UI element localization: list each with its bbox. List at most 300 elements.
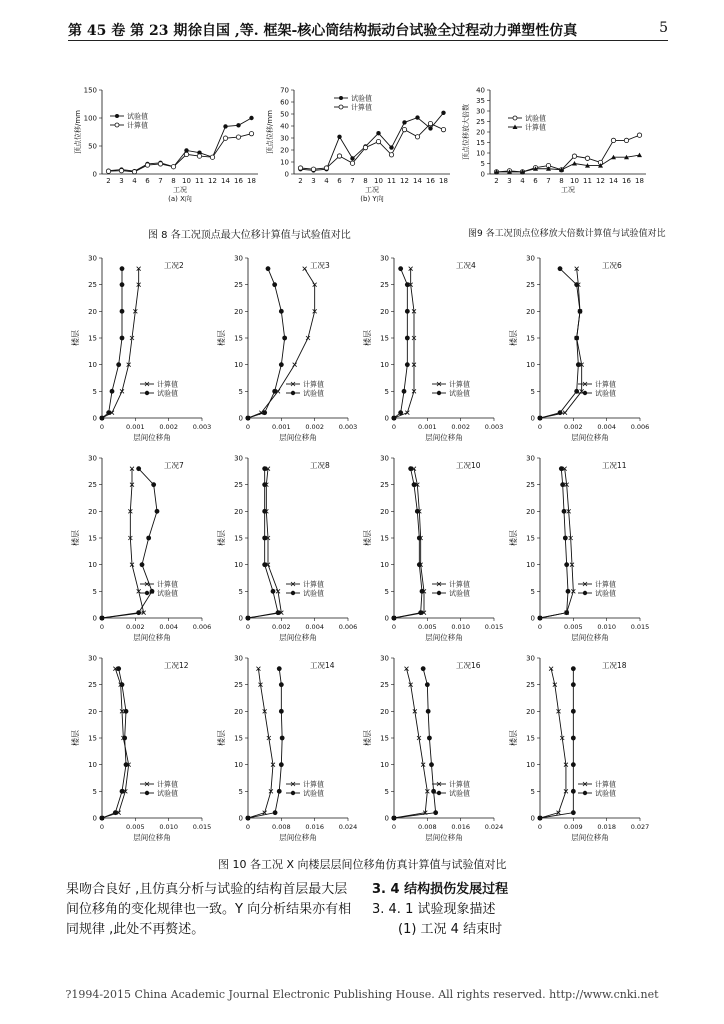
- x-tick-label: 0.024: [338, 823, 358, 831]
- x-axis-label: 层间位移角: [133, 833, 171, 842]
- legend-marker: [339, 96, 343, 100]
- x-tick-label: 0.002: [451, 423, 470, 431]
- legend-marker: [583, 791, 587, 795]
- data-point: [298, 166, 302, 170]
- x-axis-label: 工况: [173, 186, 187, 194]
- test-series-line: [394, 669, 436, 818]
- x-tick-label: 8: [171, 177, 176, 185]
- x-tick-label: 16: [234, 177, 243, 185]
- y-tick-label: 0: [92, 414, 97, 423]
- x-tick-label: 4: [132, 177, 137, 185]
- legend-label: 试验值: [157, 389, 178, 398]
- legend-label: 计算值: [449, 580, 470, 589]
- y-tick-label: 30: [234, 454, 243, 463]
- legend-label: 计算值: [449, 380, 470, 389]
- data-point: [572, 161, 577, 166]
- profile-panel: [70, 655, 211, 843]
- test-point: [120, 309, 125, 314]
- data-point: [611, 138, 615, 142]
- case-label: 工况10: [456, 461, 481, 470]
- y-tick-label: 50: [280, 110, 289, 119]
- test-point: [425, 682, 430, 687]
- test-point: [280, 736, 285, 741]
- header-title: 徐自国 ,等. 框架-核心筒结构振动台试验全过程动力弹塑性仿真: [188, 23, 578, 39]
- y-tick-label: 15: [234, 734, 243, 743]
- y-tick-label: 30: [234, 654, 243, 663]
- x-tick-label: 0.006: [630, 423, 650, 431]
- profile-panel: [362, 655, 503, 843]
- test-point: [120, 682, 125, 687]
- x-tick-label: 18: [635, 177, 644, 185]
- test-point: [578, 309, 583, 314]
- test-point: [136, 466, 141, 471]
- page-number: 5: [659, 20, 668, 36]
- legend-marker: [513, 116, 517, 120]
- x-tick-label: 0.003: [192, 423, 212, 431]
- test-point: [392, 816, 397, 821]
- test-point: [538, 416, 543, 421]
- y-tick-label: 60: [280, 98, 289, 107]
- legend-label: 试验值: [449, 389, 470, 398]
- y-tick-label: 0: [238, 414, 243, 423]
- test-point: [405, 362, 410, 367]
- y-tick-label: 70: [280, 86, 289, 95]
- y-tick-label: 5: [384, 587, 389, 596]
- x-tick-label: 0.001: [126, 423, 145, 431]
- y-tick-label: 0: [238, 814, 243, 823]
- case-label: 工况11: [602, 461, 627, 470]
- legend-label: 计算值: [525, 123, 546, 132]
- test-point: [146, 536, 151, 541]
- test-point: [427, 736, 432, 741]
- test-point: [571, 789, 576, 794]
- x-tick-label: 16: [622, 177, 631, 185]
- calc-series-line: [102, 269, 139, 418]
- data-point: [441, 127, 445, 131]
- legend-marker: [583, 591, 587, 595]
- calc-series-line: [540, 469, 573, 618]
- y-tick-label: 30: [526, 654, 535, 663]
- y-tick-label: 5: [530, 387, 535, 396]
- x-tick-label: 0.005: [418, 623, 437, 631]
- y-tick-label: 20: [380, 307, 389, 316]
- y-axis-label: 顶点位移放大倍数: [462, 104, 470, 160]
- profile-panel: [70, 455, 211, 643]
- legend-label: 计算值: [157, 380, 178, 389]
- calc-series-line: [394, 269, 414, 418]
- x-tick-label: 12: [208, 177, 217, 185]
- figure-8a-chart: [66, 84, 270, 214]
- profile-panel: [70, 255, 211, 443]
- calc-series-line: [102, 469, 144, 618]
- y-tick-label: 30: [476, 107, 485, 116]
- data-point: [415, 135, 419, 139]
- y-tick-label: 15: [380, 334, 389, 343]
- y-tick-label: 10: [380, 361, 389, 370]
- x-tick-label: 11: [387, 177, 396, 185]
- section-heading: 3. 4 结构损伤发展过程: [372, 882, 509, 897]
- y-tick-label: 0: [384, 414, 389, 423]
- x-tick-label: 0.002: [126, 623, 145, 631]
- test-point: [538, 816, 543, 821]
- test-point: [571, 810, 576, 815]
- subfigure-label: (b) Y向: [360, 195, 384, 203]
- case-label: 工况14: [310, 661, 335, 670]
- profile-panel: [216, 655, 357, 843]
- profile-panel: [508, 455, 649, 643]
- figure-9-chart: [460, 84, 660, 214]
- test-point: [571, 666, 576, 671]
- case-label: 工况4: [456, 261, 476, 270]
- y-tick-label: 5: [480, 160, 485, 168]
- y-tick-label: 10: [526, 561, 535, 570]
- test-point: [262, 562, 267, 567]
- y-tick-label: 15: [88, 734, 97, 743]
- y-tick-label: 40: [476, 86, 485, 95]
- legend-marker: [145, 791, 149, 795]
- data-point: [376, 131, 380, 135]
- series-line: [301, 113, 444, 171]
- test-point: [271, 589, 276, 594]
- y-tick-label: 20: [234, 307, 243, 316]
- profile-panel: [508, 255, 649, 443]
- y-tick-label: 0: [92, 170, 97, 179]
- data-point: [376, 139, 380, 143]
- y-tick-label: 20: [234, 707, 243, 716]
- legend-label: 试验值: [595, 589, 616, 598]
- body-text-left: [66, 880, 366, 940]
- y-tick-label: 0: [480, 170, 485, 179]
- y-tick-label: 5: [238, 787, 243, 796]
- calc-point: [303, 267, 307, 271]
- case-label: 工况16: [456, 661, 481, 670]
- test-point: [246, 616, 251, 621]
- y-tick-label: 50: [88, 142, 97, 151]
- x-tick-label: 14: [413, 177, 422, 185]
- x-tick-label: 0.001: [418, 423, 437, 431]
- test-point: [279, 709, 284, 714]
- legend-label: 试验值: [595, 789, 616, 798]
- test-point: [116, 666, 121, 671]
- y-axis-label: 楼层: [71, 730, 80, 746]
- y-tick-label: 25: [234, 481, 243, 490]
- x-tick-label: 0: [391, 623, 397, 631]
- y-tick-label: 25: [526, 681, 535, 690]
- test-point: [402, 389, 407, 394]
- x-tick-label: 6: [145, 177, 150, 185]
- series-line: [109, 134, 252, 172]
- x-tick-label: 0.015: [484, 623, 504, 631]
- body-text-right: [372, 880, 672, 940]
- x-tick-label: 0.002: [272, 623, 291, 631]
- x-tick-label: 0: [537, 623, 543, 631]
- test-point: [392, 416, 397, 421]
- test-point: [426, 709, 431, 714]
- data-point: [223, 136, 227, 140]
- y-axis-label: 楼层: [363, 330, 372, 346]
- y-tick-label: 15: [380, 734, 389, 743]
- subsection-heading: 3. 4. 1 试验现象描述: [372, 902, 496, 917]
- legend-label: 计算值: [157, 580, 178, 589]
- test-point: [262, 509, 267, 514]
- test-point: [100, 416, 105, 421]
- x-axis-label: 层间位移角: [425, 433, 463, 442]
- legend-marker: [437, 391, 441, 395]
- test-point: [433, 810, 438, 815]
- test-point: [262, 466, 267, 471]
- figure-8b-chart: [262, 84, 462, 214]
- test-point: [398, 410, 403, 415]
- y-tick-label: 25: [88, 681, 97, 690]
- data-point: [337, 154, 341, 158]
- legend-label: 试验值: [303, 389, 324, 398]
- test-point: [277, 666, 282, 671]
- test-series-line: [248, 269, 285, 418]
- y-tick-label: 15: [88, 334, 97, 343]
- test-point: [272, 389, 277, 394]
- x-axis-label: 层间位移角: [425, 833, 463, 842]
- data-point: [249, 131, 253, 135]
- test-series-line: [248, 669, 282, 818]
- y-tick-label: 20: [526, 507, 535, 516]
- test-point: [266, 266, 271, 271]
- calc-series-line: [540, 269, 582, 418]
- x-tick-label: 4: [520, 177, 525, 185]
- x-tick-label: 6: [337, 177, 342, 185]
- y-axis-label: 楼层: [217, 530, 226, 546]
- y-tick-label: 15: [234, 534, 243, 543]
- y-tick-label: 15: [234, 334, 243, 343]
- y-tick-label: 0: [92, 814, 97, 823]
- x-tick-label: 0: [537, 423, 543, 431]
- test-point: [140, 562, 145, 567]
- x-axis-label: 层间位移角: [571, 633, 609, 642]
- x-tick-label: 0.015: [192, 823, 212, 831]
- test-point: [246, 816, 251, 821]
- data-point: [350, 161, 354, 165]
- running-header: [68, 18, 668, 41]
- x-axis-label: 工况: [365, 186, 379, 194]
- x-tick-label: 0: [391, 823, 397, 831]
- y-tick-label: 0: [384, 814, 389, 823]
- y-tick-label: 0: [530, 814, 535, 823]
- test-point: [417, 536, 422, 541]
- x-tick-label: 0: [245, 623, 251, 631]
- x-tick-label: 0: [391, 423, 397, 431]
- y-tick-label: 20: [280, 146, 289, 155]
- y-tick-label: 5: [92, 387, 97, 396]
- y-tick-label: 20: [526, 707, 535, 716]
- x-tick-label: 0: [99, 823, 105, 831]
- y-axis-label: 顶点位移/mm: [74, 110, 82, 154]
- y-tick-label: 30: [88, 454, 97, 463]
- data-point: [184, 152, 188, 156]
- y-tick-label: 5: [92, 587, 97, 596]
- y-axis-label: 楼层: [71, 330, 80, 346]
- legend-label: 试验值: [525, 114, 546, 123]
- test-point: [566, 589, 571, 594]
- test-point: [120, 789, 125, 794]
- x-tick-label: 0.010: [597, 623, 616, 631]
- data-point: [145, 163, 149, 167]
- x-tick-label: 10: [374, 177, 383, 185]
- data-point: [236, 123, 240, 127]
- test-point: [262, 482, 267, 487]
- y-tick-label: 10: [280, 158, 289, 167]
- y-tick-label: 10: [234, 361, 243, 370]
- test-point: [151, 482, 156, 487]
- data-point: [585, 156, 589, 160]
- y-tick-label: 25: [234, 281, 243, 290]
- x-tick-label: 8: [559, 177, 564, 185]
- test-series-line: [102, 469, 157, 618]
- test-series-line: [248, 469, 278, 618]
- x-tick-label: 3: [119, 177, 124, 185]
- y-tick-label: 25: [380, 481, 389, 490]
- test-point: [136, 610, 141, 615]
- y-tick-label: 25: [380, 681, 389, 690]
- y-tick-label: 10: [234, 561, 243, 570]
- legend-label: 计算值: [449, 780, 470, 789]
- test-point: [558, 410, 563, 415]
- test-point: [571, 762, 576, 767]
- data-point: [236, 135, 240, 139]
- x-tick-label: 0.005: [126, 823, 145, 831]
- test-point: [100, 816, 105, 821]
- legend-label: 试验值: [595, 389, 616, 398]
- legend-label: 试验值: [449, 589, 470, 598]
- data-point: [637, 153, 642, 158]
- y-tick-label: 0: [238, 614, 243, 623]
- figure-10-caption: 图 10 各工况 X 向楼层层间位移角仿真计算值与试验值对比: [218, 858, 507, 871]
- x-tick-label: 0.003: [338, 423, 358, 431]
- legend-marker: [437, 791, 441, 795]
- x-axis-label: 层间位移角: [571, 833, 609, 842]
- test-point: [110, 389, 115, 394]
- body-line: 同规律 ,此处不再赘述。: [66, 922, 205, 937]
- y-tick-label: 30: [380, 654, 389, 663]
- y-tick-label: 100: [83, 114, 97, 123]
- test-point: [562, 509, 567, 514]
- legend-label: 计算值: [303, 380, 324, 389]
- y-tick-label: 25: [234, 681, 243, 690]
- legend-marker: [437, 591, 441, 595]
- test-point: [418, 610, 423, 615]
- y-tick-label: 20: [380, 707, 389, 716]
- x-tick-label: 0: [99, 623, 105, 631]
- x-tick-label: 0.003: [484, 423, 504, 431]
- test-point: [420, 589, 425, 594]
- legend-label: 计算值: [595, 380, 616, 389]
- test-point: [279, 682, 284, 687]
- x-axis-label: 工况: [561, 186, 575, 194]
- legend-label: 试验值: [351, 94, 372, 103]
- legend-marker: [145, 391, 149, 395]
- legend-marker: [291, 791, 295, 795]
- x-tick-label: 0: [245, 823, 251, 831]
- test-point: [412, 482, 417, 487]
- legend-marker: [339, 105, 343, 109]
- data-point: [171, 165, 175, 169]
- x-tick-label: 14: [609, 177, 618, 185]
- test-point: [273, 810, 278, 815]
- y-tick-label: 20: [380, 507, 389, 516]
- x-tick-label: 11: [583, 177, 592, 185]
- x-tick-label: 18: [247, 177, 256, 185]
- test-point: [564, 562, 569, 567]
- legend-marker: [145, 591, 149, 595]
- legend-label: 试验值: [157, 789, 178, 798]
- test-series-line: [540, 469, 568, 618]
- y-tick-label: 15: [476, 139, 485, 147]
- y-axis-label: 楼层: [217, 330, 226, 346]
- data-point: [119, 168, 123, 172]
- data-point: [249, 116, 253, 120]
- test-series-line: [102, 269, 122, 418]
- test-point: [276, 610, 281, 615]
- data-point: [363, 145, 367, 149]
- test-point: [571, 682, 576, 687]
- test-series-line: [540, 269, 580, 418]
- x-tick-label: 3: [311, 177, 316, 185]
- x-tick-label: 0.008: [272, 823, 291, 831]
- test-point: [113, 810, 118, 815]
- x-tick-label: 4: [324, 177, 329, 185]
- x-tick-label: 2: [106, 177, 111, 185]
- test-point: [120, 336, 125, 341]
- x-tick-label: 12: [596, 177, 605, 185]
- data-point: [441, 111, 445, 115]
- test-point: [262, 536, 267, 541]
- y-tick-label: 25: [476, 118, 485, 126]
- y-axis-label: 楼层: [509, 530, 518, 546]
- legend-marker: [291, 591, 295, 595]
- case-label: 工况2: [164, 261, 184, 270]
- profile-panel: [508, 655, 649, 843]
- test-point: [415, 509, 420, 514]
- x-axis-label: 层间位移角: [133, 433, 171, 442]
- legend-label: 试验值: [449, 789, 470, 798]
- legend-label: 试验值: [303, 789, 324, 798]
- test-point: [155, 509, 160, 514]
- test-point: [279, 309, 284, 314]
- data-point: [324, 166, 328, 170]
- test-point: [106, 410, 111, 415]
- x-tick-label: 14: [221, 177, 230, 185]
- y-tick-label: 30: [380, 254, 389, 263]
- x-tick-label: 0.016: [451, 823, 470, 831]
- y-tick-label: 5: [530, 787, 535, 796]
- test-point: [574, 336, 579, 341]
- x-axis-label: 层间位移角: [279, 633, 317, 642]
- y-tick-label: 0: [284, 170, 289, 179]
- y-tick-label: 20: [88, 507, 97, 516]
- legend-label: 试验值: [303, 589, 324, 598]
- y-tick-label: 0: [530, 414, 535, 423]
- case-label: 工况12: [164, 661, 189, 670]
- test-point: [558, 266, 563, 271]
- x-tick-label: 10: [182, 177, 191, 185]
- y-tick-label: 10: [526, 761, 535, 770]
- x-tick-label: 12: [400, 177, 409, 185]
- x-tick-label: 7: [350, 177, 355, 185]
- x-tick-label: 7: [546, 177, 551, 185]
- y-axis-label: 顶点位移/mm: [266, 110, 274, 154]
- legend-marker: [583, 391, 587, 395]
- x-tick-label: 0.006: [338, 623, 358, 631]
- y-tick-label: 35: [476, 97, 485, 105]
- test-point: [272, 282, 277, 287]
